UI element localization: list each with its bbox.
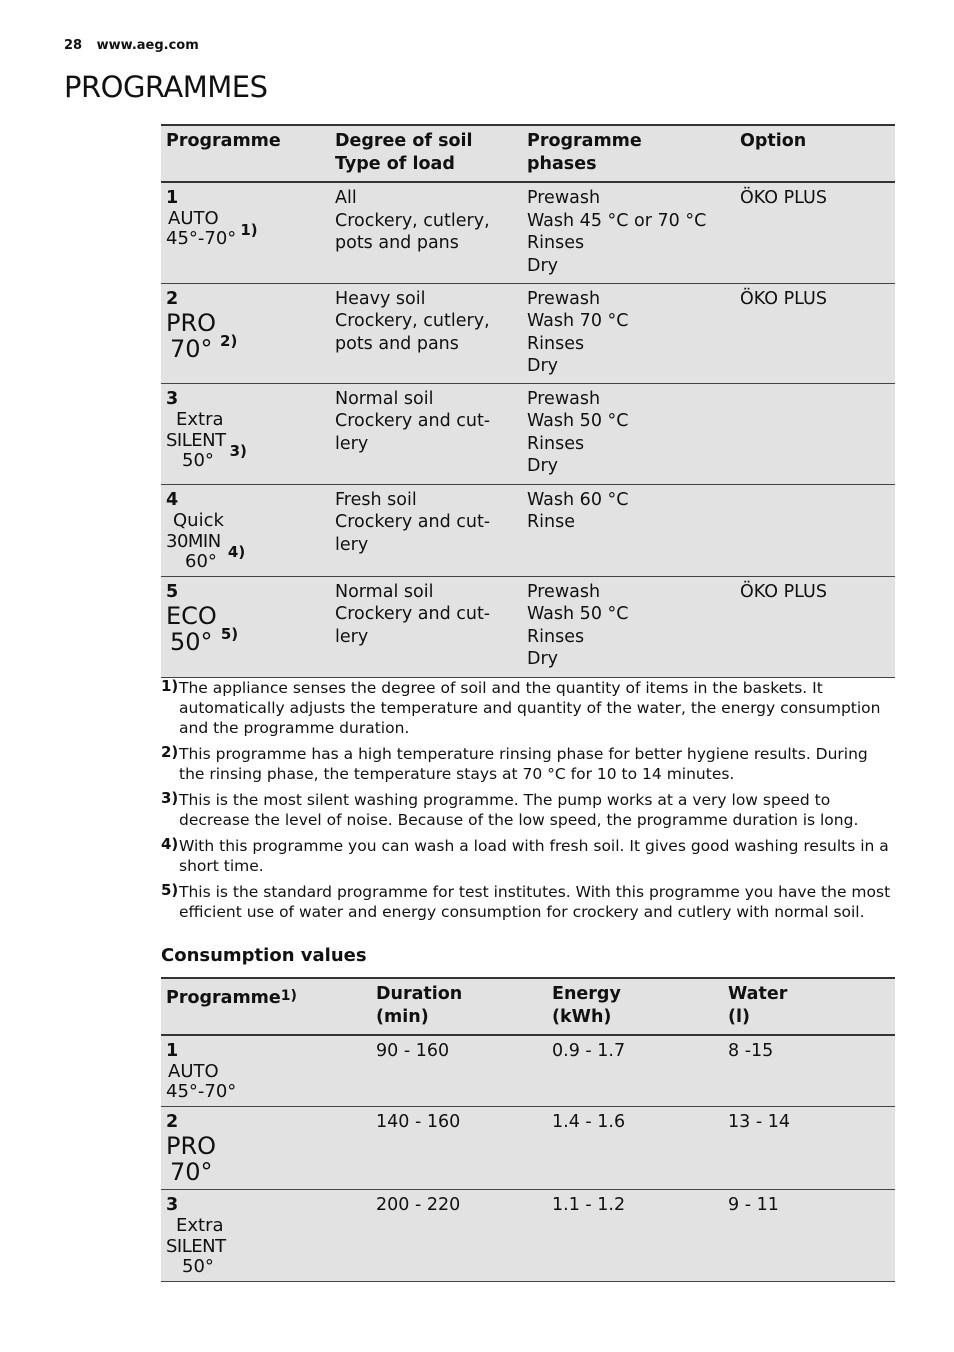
header-energy: Energy (kWh): [547, 978, 723, 1035]
phases-cell: Prewash Wash 50 °C Rinses Dry: [522, 383, 735, 484]
header-programme: Programme: [161, 125, 330, 182]
programme-cell: [161, 283, 330, 383]
footnote-ref: 1): [280, 988, 297, 1004]
phases-cell: Wash 60 °C Rinse: [522, 484, 735, 576]
soil-cell: Normal soil Crockery and cut- lery: [330, 383, 522, 484]
phases-cell: Prewash Wash 45 °C or 70 °C Rinses Dry: [522, 182, 735, 283]
extra-silent-symbol: Extra SILENT 50°: [166, 408, 226, 471]
phases-cell: Prewash Wash 70 °C Rinses Dry: [522, 283, 735, 383]
header-phases: Programme phases: [522, 125, 735, 182]
auto-symbol: AUTO 45°-70°: [166, 208, 237, 249]
footnote-mark: 2): [161, 743, 179, 761]
duration-cell: 140 - 160: [371, 1107, 547, 1190]
option-cell: [735, 383, 895, 484]
header-duration: Duration (min): [371, 978, 547, 1035]
footnote-mark: 1): [161, 677, 179, 695]
table-row: [161, 383, 895, 484]
page-title: PROGRAMMES: [64, 70, 268, 104]
programmes-table: [161, 124, 895, 678]
page-number: 28: [64, 38, 83, 53]
eco-symbol: ECO 50°: [166, 601, 217, 656]
website-url: www.aeg.com: [96, 38, 199, 53]
footnote-ref: 3): [229, 441, 247, 460]
footnote-text: This is the standard programme for test institutes. With this programme you have the most efficient use of water and energy consumption for crockery and cutlery with normal soil.: [179, 883, 891, 921]
option-cell: [735, 484, 895, 576]
footnote-ref: 1): [240, 221, 258, 239]
pro-symbol: PRO 70°: [166, 308, 217, 363]
table-row: [161, 484, 895, 576]
phases-cell: Prewash Wash 50 °C Rinses Dry: [522, 576, 735, 677]
footnote-mark: 3): [161, 789, 179, 807]
footnote-text: With this programme you can wash a load with fresh soil. It gives good washing results in a short time.: [179, 837, 889, 875]
footnote-text: This is the most silent washing programme. The pump works at a very low speed to decrease the level of noise. Because of the low speed, the programme duration is long.: [179, 791, 859, 829]
footnote: [161, 790, 895, 830]
programme-number: 2: [166, 1112, 179, 1132]
programme-cell: [161, 1107, 371, 1190]
table-header-row: [161, 125, 895, 182]
footnote-mark: 5): [161, 881, 179, 899]
soil-cell: All Crockery, cutlery, pots and pans: [330, 182, 522, 283]
option-cell: ÖKO PLUS: [735, 182, 895, 283]
option-cell: ÖKO PLUS: [735, 576, 895, 677]
extra-silent-symbol: Extra SILENT 50°: [166, 1215, 226, 1277]
page-header: [64, 38, 209, 53]
programme-cell: [161, 1190, 371, 1282]
header-soil: Degree of soil Type of load: [330, 125, 522, 182]
water-cell: 13 - 14: [723, 1107, 895, 1190]
quick-30min-symbol: Quick 30MIN 60°: [166, 509, 224, 572]
energy-cell: 1.1 - 1.2: [547, 1190, 723, 1282]
programme-number: 5: [166, 581, 179, 602]
soil-cell: Fresh soil Crockery and cut- lery: [330, 484, 522, 576]
footnote-ref: 5): [220, 624, 239, 643]
programme-number: 3: [166, 1195, 179, 1215]
programme-cell: [161, 182, 330, 283]
programme-cell: [161, 1035, 371, 1107]
footnote-ref: 4): [227, 542, 246, 561]
soil-cell: Normal soil Crockery and cut- lery: [330, 576, 522, 677]
footnote-text: This programme has a high temperature rinsing phase for better hygiene results. During the rinsing phase, the temperature stays at 70 °C for 10 to 14 minutes.: [179, 745, 868, 783]
consumption-table: [161, 977, 895, 1282]
pro-symbol: PRO 70°: [166, 1132, 217, 1186]
programme-cell: [161, 383, 330, 484]
programme-cell: [161, 484, 330, 576]
footnote: [161, 678, 895, 738]
programme-number: 3: [166, 388, 179, 409]
table-row: [161, 1190, 895, 1282]
footnote: [161, 836, 895, 876]
duration-cell: 90 - 160: [371, 1035, 547, 1107]
header-option: Option: [735, 125, 895, 182]
consumption-heading: Consumption values: [161, 945, 367, 966]
table-row: [161, 182, 895, 283]
soil-cell: Heavy soil Crockery, cutlery, pots and pans: [330, 283, 522, 383]
footnote-text: The appliance senses the degree of soil and the quantity of items in the baskets. It automatically adjusts the temperature and quantity of the water, the energy consumption and the programme duration.: [179, 679, 881, 737]
programme-cell: [161, 576, 330, 677]
footnote: [161, 744, 895, 784]
table-row: [161, 283, 895, 383]
energy-cell: 1.4 - 1.6: [547, 1107, 723, 1190]
table-row: [161, 576, 895, 677]
table-header-row: [161, 978, 895, 1035]
programme-number: 1: [166, 188, 179, 208]
programme-number: 1: [166, 1041, 179, 1061]
programme-number: 4: [166, 489, 179, 510]
option-cell: ÖKO PLUS: [735, 283, 895, 383]
footnote: [161, 882, 895, 922]
table-row: [161, 1035, 895, 1107]
header-water: Water (l): [723, 978, 895, 1035]
table-row: [161, 1107, 895, 1190]
water-cell: 9 - 11: [723, 1190, 895, 1282]
duration-cell: 200 - 220: [371, 1190, 547, 1282]
auto-symbol: AUTO 45°-70°: [166, 1061, 237, 1102]
header-programme: Programme$^{1)}$: [161, 978, 371, 1035]
footnote-ref: 2): [220, 331, 238, 350]
footnote-mark: 4): [161, 835, 179, 853]
energy-cell: 0.9 - 1.7: [547, 1035, 723, 1107]
footnotes: [161, 678, 895, 928]
programme-number: 2: [166, 288, 179, 309]
water-cell: 8 -15: [723, 1035, 895, 1107]
